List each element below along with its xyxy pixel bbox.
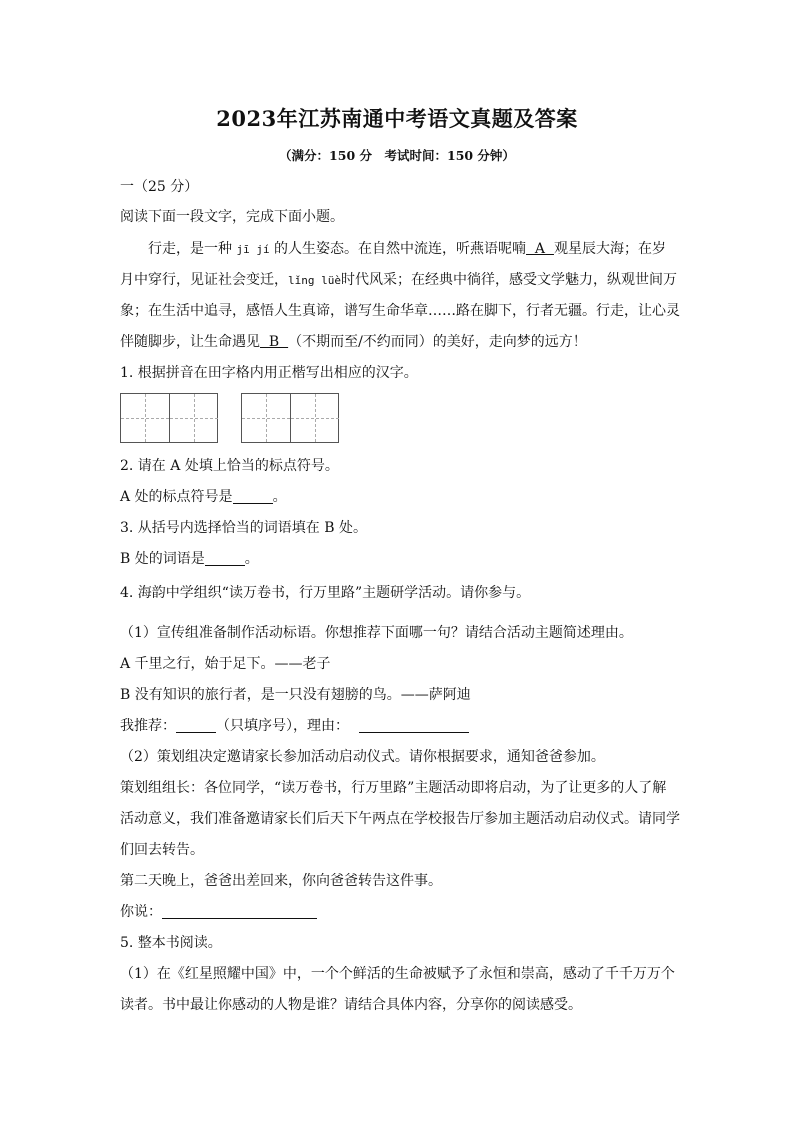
question-4: 4. 海韵中学组织“读万卷书，行万里路”主题研学活动。请你参与。 xyxy=(120,585,531,601)
say-line xyxy=(120,902,317,922)
pinyin-prompt-1: jī jí xyxy=(236,243,270,256)
passage-text: （不期而至/不约而同）的美好，走向梦的远方！ xyxy=(288,334,587,350)
recommend-label: 我推荐： xyxy=(120,718,176,734)
passage-line-4 xyxy=(120,332,587,352)
pinyin-prompt-2: lǐng lüè xyxy=(288,274,341,287)
question-3: 3. 从括号内选择恰当的词语填在 B 处。 xyxy=(120,520,367,536)
question-4-2: （2）策划组决定邀请家长参加活动启动仪式。请你根据要求，通知爸爸参加。 xyxy=(120,749,605,765)
tianzige-cell[interactable] xyxy=(242,394,290,442)
answer-blank-a[interactable] xyxy=(233,489,273,504)
section-heading: 一（25 分） xyxy=(120,179,199,195)
answer-line-3 xyxy=(120,549,259,569)
exam-info: （满分：150 分 考试时间：150 分钟） xyxy=(279,148,515,163)
answer-blank-b[interactable] xyxy=(205,551,245,566)
passage-text: 时代风采；在经典中徜徉，感受文学魅力，纵观世间万 xyxy=(340,272,677,288)
scenario-line-3: 们回去转告。 xyxy=(120,842,204,858)
answer-line-2 xyxy=(120,487,287,507)
scenario-line-2: 活动意义，我们准备邀请家长们后天下午两点在学校报告厅参加主题活动启动仪式。请同学 xyxy=(120,811,680,827)
option-b: B 没有知识的旅行者，是一只没有翅膀的鸟。——萨阿迪 xyxy=(120,687,471,703)
scenario-line-4: 第二天晚上，爸爸出差回来，你向爸爸转告这件事。 xyxy=(120,873,442,889)
recommend-blank[interactable] xyxy=(176,718,216,733)
option-a: A 千里之行，始于足下。——老子 xyxy=(120,656,331,672)
reason-label: （只填序号），理由： xyxy=(216,718,349,734)
tianzige-grid-2[interactable] xyxy=(241,393,339,443)
passage-line-3: 象；在生活中追寻，感悟人生真谛，谱写生命华章……路在脚下，行者无疆。行走，让心灵 xyxy=(120,303,680,319)
section-instruction: 阅读下面一段文字，完成下面小题。 xyxy=(120,209,344,225)
question-4-1: （1）宣传组准备制作活动标语。你想推荐下面哪一句？请结合活动主题简述理由。 xyxy=(120,625,633,641)
page-title: 2023年江苏南通中考语文真题及答案 xyxy=(216,106,578,131)
scenario-line-1: 策划组组长：各位同学，“读万卷书，行万里路”主题活动即将启动，为了让更多的人了解 xyxy=(120,780,667,796)
passage-text: 的人生姿态。在自然中流连，听燕语呢喃 xyxy=(269,241,527,257)
passage-line-2 xyxy=(120,270,677,291)
tianzige-grid-1[interactable] xyxy=(120,393,218,443)
passage-text: 行走，是一种 xyxy=(148,241,237,257)
tianzige-cell[interactable] xyxy=(290,394,338,442)
question-1: 1. 根据拼音在田字格内用正楷写出相应的汉字。 xyxy=(120,365,418,381)
recommend-line xyxy=(120,716,469,736)
answer-label: B 处的词语是 xyxy=(120,551,205,567)
say-blank[interactable] xyxy=(162,904,317,919)
reason-blank[interactable] xyxy=(359,718,469,733)
tianzige-cell[interactable] xyxy=(121,394,169,442)
blank-a[interactable]: A xyxy=(526,241,554,257)
question-5-1-line-2: 读者。书中最让你感动的人物是谁？请结合具体内容，分享你的阅读感受。 xyxy=(120,997,582,1013)
passage-line-1 xyxy=(148,239,666,260)
question-5-1-line-1: （1）在《红星照耀中国》中，一个个鲜活的生命被赋予了永恒和崇高，感动了千千万万个 xyxy=(120,966,675,982)
say-label: 你说： xyxy=(120,904,162,920)
answer-label: A 处的标点符号是 xyxy=(120,489,233,505)
passage-text: 观星辰大海；在岁 xyxy=(553,241,666,257)
passage-text: 月中穿行，见证社会变迁， xyxy=(120,272,288,288)
tianzige-cell[interactable] xyxy=(169,394,217,442)
question-5: 5. 整本书阅读。 xyxy=(120,935,222,951)
blank-b[interactable]: B xyxy=(260,334,289,350)
question-2: 2. 请在 A 处填上恰当的标点符号。 xyxy=(120,458,339,474)
answer-end: 。 xyxy=(244,551,259,567)
passage-text: 伴随脚步，让生命遇见 xyxy=(120,334,260,350)
answer-end: 。 xyxy=(272,489,287,505)
